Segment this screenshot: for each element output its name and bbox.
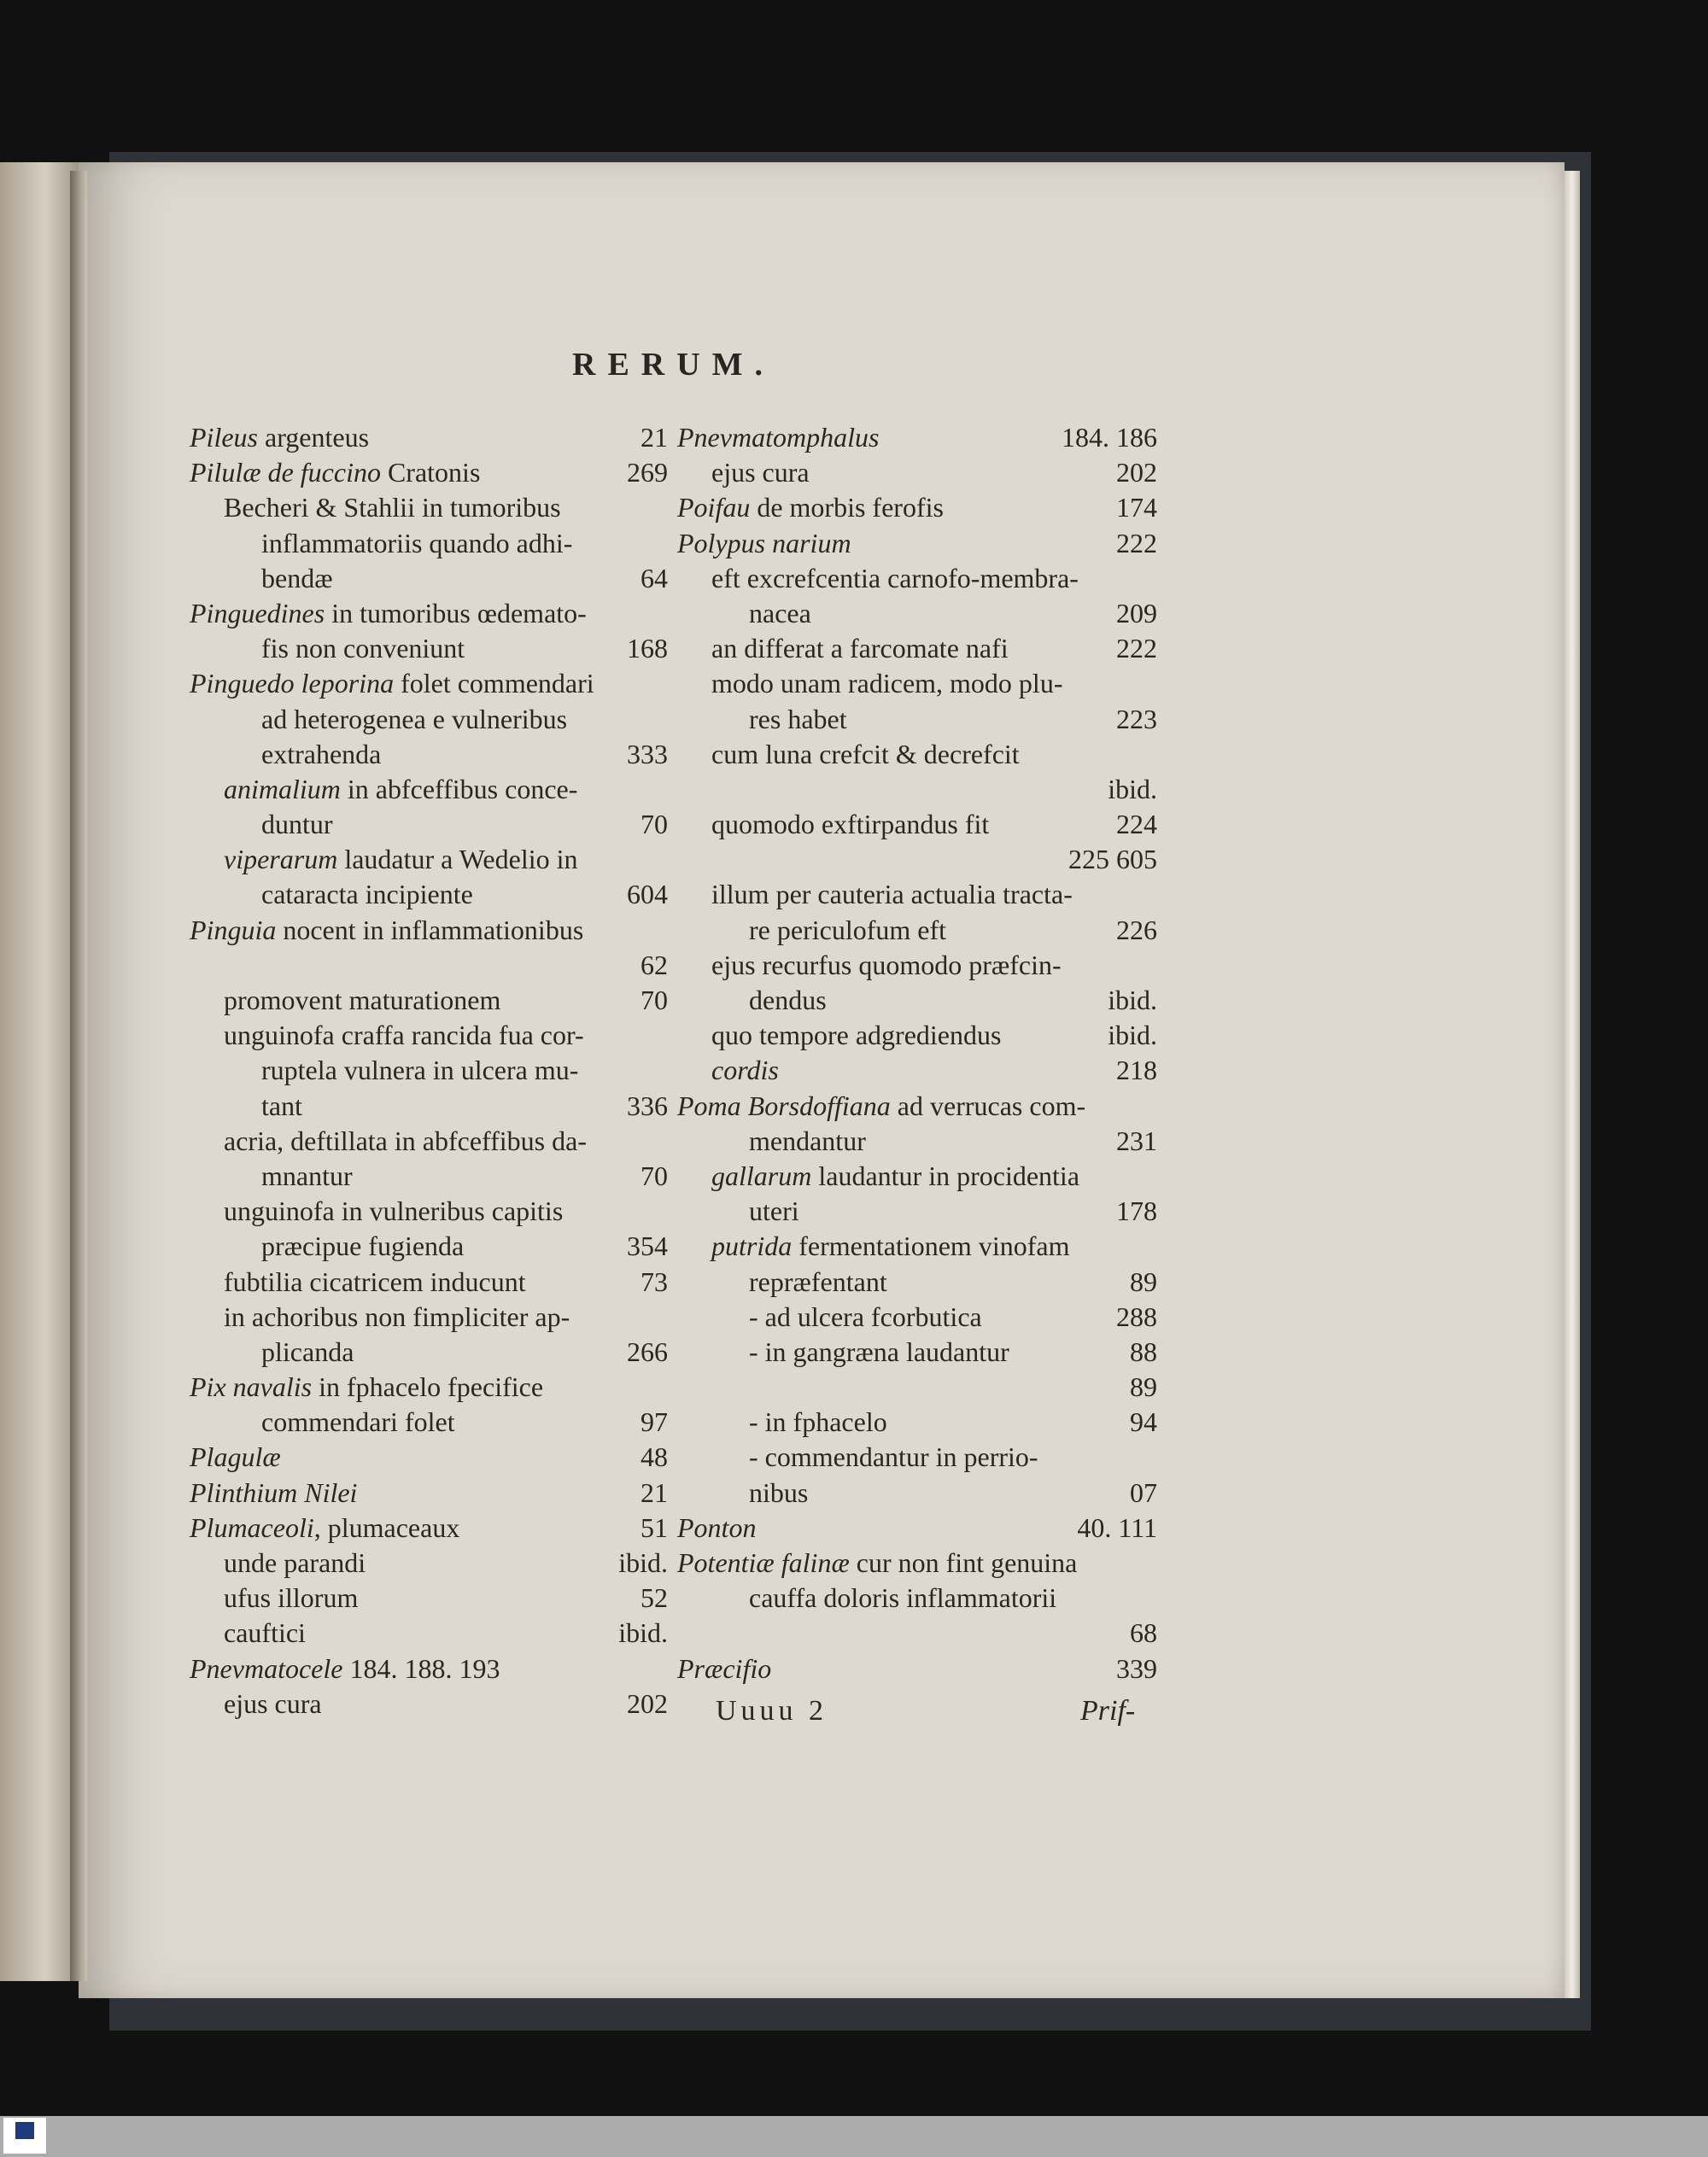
index-entry-text xyxy=(749,596,811,631)
page-reference: 70 xyxy=(640,985,668,1015)
index-entry xyxy=(190,1476,668,1511)
entry-headword: Pnevmatomphalus xyxy=(677,422,880,453)
entry-text-segment: plicanda xyxy=(261,1336,354,1367)
entry-headword: Præcifio xyxy=(677,1652,772,1684)
entry-headword: Pinguedines xyxy=(190,597,325,628)
entry-text-segment: mnantur xyxy=(261,1160,353,1191)
index-entry-text xyxy=(749,1300,982,1335)
index-entry xyxy=(190,1089,668,1124)
entry-text-segment: ejus recurfus quomodo præfcin- xyxy=(711,949,1062,980)
index-entry xyxy=(677,455,1157,490)
index-entry-text xyxy=(190,913,583,948)
index-entry-text xyxy=(749,1265,887,1300)
entry-text-segment: nibus xyxy=(749,1476,809,1508)
index-entry-text xyxy=(224,1300,570,1335)
index-entry xyxy=(190,1651,668,1686)
index-entry xyxy=(677,1089,1157,1124)
entry-headword: Pileus xyxy=(190,422,258,453)
page-stack-edge xyxy=(1565,171,1580,1998)
entry-text-segment: in fphacelo fpecifice xyxy=(312,1371,544,1403)
page-reference: 269 xyxy=(627,457,668,488)
entry-text-segment: fermentationem vinofam xyxy=(792,1230,1070,1262)
page-reference: 64 xyxy=(640,562,668,593)
entry-text-segment: 184. 188. 193 xyxy=(342,1652,500,1684)
index-entry-text xyxy=(261,1089,302,1124)
entry-text-segment: quo tempore adgrediendus xyxy=(711,1020,1002,1051)
entry-headword: Polypus narium xyxy=(677,527,851,558)
index-entry-text xyxy=(261,631,465,666)
index-entry xyxy=(677,1335,1157,1370)
entry-text-segment: repræfentant xyxy=(749,1266,887,1297)
index-entry xyxy=(190,455,668,490)
signature-mark: Uuuu 2 xyxy=(716,1695,828,1727)
entry-text-segment: in achoribus non fimpliciter ap- xyxy=(224,1301,570,1332)
page-reference: 97 xyxy=(640,1406,668,1438)
index-entry-text xyxy=(261,1229,464,1264)
page-reference: 40. 111 xyxy=(1077,1511,1157,1543)
index-entry-text xyxy=(711,1053,779,1088)
entry-text-segment: - in gangræna laudantur xyxy=(749,1336,1009,1367)
entry-text-segment: unguinofa in vulneribus capitis xyxy=(224,1195,564,1227)
page-reference: 225 605 xyxy=(1068,844,1157,875)
index-entry xyxy=(190,983,668,1018)
index-entry-text xyxy=(749,1440,1038,1475)
index-entry-text xyxy=(190,1440,281,1475)
page-reference: 222 xyxy=(1116,527,1157,558)
entry-text-segment: tant xyxy=(261,1090,302,1121)
entry-headword: animalium xyxy=(224,773,341,804)
index-entry xyxy=(190,420,668,455)
catchword: Prif- xyxy=(1080,1695,1136,1727)
page-reference: ibid. xyxy=(618,1617,668,1649)
entry-text-segment: argenteus xyxy=(257,422,370,453)
entry-text-segment: ejus cura xyxy=(711,457,810,488)
entry-text-segment: in tumoribus œdemato- xyxy=(325,597,587,628)
index-entry xyxy=(677,420,1157,455)
index-entry-text xyxy=(749,702,847,737)
page-reference: 202 xyxy=(627,1687,668,1719)
index-entry xyxy=(190,1405,668,1440)
book-spine xyxy=(70,171,87,1981)
index-entry-text xyxy=(749,1124,866,1159)
index-entry xyxy=(677,877,1157,912)
index-entry-text xyxy=(224,1018,584,1053)
index-entry-text xyxy=(261,1335,354,1370)
index-entry xyxy=(190,1300,668,1335)
index-entry xyxy=(190,1335,668,1370)
index-entry-text xyxy=(261,807,333,842)
entry-text-segment: ad heterogenea e vulneribus xyxy=(261,703,568,734)
page-reference: 89 xyxy=(1130,1266,1157,1297)
index-entry xyxy=(190,842,668,877)
page-reference: 174 xyxy=(1116,492,1157,523)
entry-headword: Pnevmatocele xyxy=(190,1652,343,1684)
entry-text-segment: cum luna crefcit & decrefcit xyxy=(711,738,1020,769)
entry-headword: Pinguia xyxy=(190,914,277,945)
index-entry xyxy=(677,1053,1157,1088)
page-reference: 07 xyxy=(1130,1476,1157,1508)
index-entry-text xyxy=(190,1370,543,1405)
entry-headword: Ponton xyxy=(677,1511,757,1543)
entry-text-segment: quomodo exftirpandus fit xyxy=(711,809,990,840)
index-entry-text xyxy=(224,1546,366,1581)
index-entry xyxy=(190,1194,668,1229)
entry-headword: Pinguedo leporina xyxy=(190,668,395,699)
index-entry xyxy=(190,1265,668,1300)
index-entry-text xyxy=(261,1405,455,1440)
entry-text-segment: an differat a farcomate nafi xyxy=(711,633,1009,664)
page-reference: 52 xyxy=(640,1582,668,1614)
index-entry xyxy=(190,526,668,561)
entry-text-segment: extrahenda xyxy=(261,738,382,769)
index-entry-text xyxy=(711,455,810,490)
index-entry-text xyxy=(677,1651,771,1686)
index-entry xyxy=(677,948,1157,983)
entry-text-segment: cur non fint genuina xyxy=(849,1547,1078,1578)
index-entry xyxy=(190,1159,668,1194)
index-entry-text xyxy=(711,807,989,842)
library-logo-icon xyxy=(15,2122,34,2139)
entry-text-segment: inflammatoriis quando adhi- xyxy=(261,527,573,558)
index-entry xyxy=(677,526,1157,561)
page-reference: 89 xyxy=(1130,1371,1157,1403)
index-entry-text xyxy=(261,526,572,561)
index-entry-text xyxy=(749,1405,887,1440)
entry-text-segment: cauftici xyxy=(224,1617,306,1649)
entry-text-segment: eft excrefcentia carnofo-membra- xyxy=(711,562,1079,593)
entry-headword: Potentiæ falinæ xyxy=(677,1547,850,1578)
index-entry-text xyxy=(749,913,946,948)
entry-text-segment: nacea xyxy=(749,597,811,628)
index-entry-text xyxy=(224,772,577,807)
entry-text-segment: - ad ulcera fcorbutica xyxy=(749,1301,982,1332)
entry-text-segment: ad verrucas com- xyxy=(890,1090,1086,1121)
index-entry xyxy=(677,490,1157,525)
index-entry-text xyxy=(711,1159,1079,1194)
entry-text-segment: ejus cura xyxy=(224,1687,322,1719)
index-entry xyxy=(677,842,1157,877)
entry-text-segment: laudantur in procidentia xyxy=(811,1160,1080,1191)
index-entry-text xyxy=(261,737,381,772)
entry-text-segment: uteri xyxy=(749,1195,799,1227)
index-entry xyxy=(677,1370,1157,1405)
index-entry-text xyxy=(261,1159,353,1194)
index-entry xyxy=(677,1511,1157,1546)
index-entry-text xyxy=(190,1476,357,1511)
index-entry xyxy=(677,631,1157,666)
index-entry xyxy=(677,702,1157,737)
entry-headword: Plagulæ xyxy=(190,1441,281,1473)
index-entry xyxy=(677,1159,1157,1194)
entry-text-segment: folet commendari xyxy=(394,668,594,699)
entry-text-segment: res habet xyxy=(749,703,847,734)
entry-headword: putrida xyxy=(711,1230,793,1262)
page-reference: 224 xyxy=(1116,809,1157,840)
index-entry-text xyxy=(711,631,1009,666)
page-reference: 336 xyxy=(627,1090,668,1121)
index-entry-text xyxy=(749,1335,1009,1370)
index-entry xyxy=(190,631,668,666)
page-reference: 226 xyxy=(1116,914,1157,945)
entry-text-segment: laudatur a Wedelio in xyxy=(337,844,578,875)
index-entry-text xyxy=(711,561,1079,596)
index-column-left xyxy=(190,420,668,1722)
entry-text-segment: nocent in inflammationibus xyxy=(276,914,584,945)
index-entry-text xyxy=(749,983,827,1018)
index-entry-text xyxy=(190,666,594,701)
index-entry-text xyxy=(224,490,561,525)
index-entry-text xyxy=(711,1229,1069,1264)
page-reference: 209 xyxy=(1116,597,1157,628)
index-entry xyxy=(190,1511,668,1546)
entry-text-segment: unde parandi xyxy=(224,1547,366,1578)
index-entry xyxy=(677,561,1157,596)
entry-text-segment: de morbis ferofis xyxy=(750,492,944,523)
index-entry xyxy=(190,1229,668,1264)
entry-text-segment: commendari folet xyxy=(261,1406,455,1438)
page-reference: 333 xyxy=(627,738,668,769)
entry-text-segment: Becheri & Stahlii in tumoribus xyxy=(224,492,561,523)
entry-text-segment: ruptela vulnera in ulcera mu- xyxy=(261,1055,579,1086)
entry-headword: viperarum xyxy=(224,844,338,875)
index-entry xyxy=(677,1440,1157,1475)
entry-text-segment: duntur xyxy=(261,809,333,840)
entry-text-segment: modo unam radicem, modo plu- xyxy=(711,668,1063,699)
index-entry xyxy=(190,772,668,807)
page-reference: 202 xyxy=(1116,457,1157,488)
index-entry-text xyxy=(711,948,1062,983)
page-reference: 73 xyxy=(640,1266,668,1297)
index-entry-text xyxy=(224,842,578,877)
page-reference: 68 xyxy=(1130,1617,1157,1649)
entry-text-segment: bendæ xyxy=(261,562,333,593)
entry-text-segment: dendus xyxy=(749,985,827,1015)
index-entry xyxy=(677,1476,1157,1511)
index-entry xyxy=(677,1405,1157,1440)
index-entry-text xyxy=(711,1018,1001,1053)
index-entry-text xyxy=(224,1124,587,1159)
index-entry-text xyxy=(190,420,369,455)
page-reference: 94 xyxy=(1130,1406,1157,1438)
index-entry-text xyxy=(711,666,1062,701)
index-entry xyxy=(190,1124,668,1159)
index-entry xyxy=(190,1053,668,1088)
entry-text-segment: mendantur xyxy=(749,1125,866,1156)
page-reference: 184. 186 xyxy=(1062,422,1157,453)
index-entry xyxy=(677,772,1157,807)
entry-text-segment: promovent maturationem xyxy=(224,985,501,1015)
index-entry-text xyxy=(190,1511,459,1546)
page-reference: 88 xyxy=(1130,1336,1157,1367)
entry-text-segment: fis non conveniunt xyxy=(261,633,465,664)
entry-headword: Poifau xyxy=(677,492,751,523)
page-reference: 51 xyxy=(640,1511,668,1543)
index-entry-text xyxy=(677,1511,756,1546)
entry-text-segment: fubtilia cicatricem inducunt xyxy=(224,1266,526,1297)
index-entry-text xyxy=(261,877,473,912)
index-entry-text xyxy=(677,420,879,455)
viewer-bottom-bar xyxy=(0,2116,1708,2157)
index-entry-text xyxy=(749,1476,808,1511)
entry-text-segment: cauffa doloris inflammatorii xyxy=(749,1582,1057,1614)
index-entry xyxy=(677,596,1157,631)
entry-headword: Plumaceoli xyxy=(190,1511,314,1543)
entry-text-segment: illum per cauteria actualia tracta- xyxy=(711,879,1073,910)
page-reference: 168 xyxy=(627,633,668,664)
entry-headword: Pilulæ de fuccino xyxy=(190,457,381,488)
index-entry-text xyxy=(224,1686,322,1722)
page-reference: 62 xyxy=(640,949,668,980)
page-reference: ibid. xyxy=(1108,773,1157,804)
entry-text-segment: - in fphacelo xyxy=(749,1406,887,1438)
entry-headword: Pix navalis xyxy=(190,1371,313,1403)
entry-headword: Plinthium Nilei xyxy=(190,1476,358,1508)
entry-headword: cordis xyxy=(711,1055,779,1086)
index-entry xyxy=(190,1616,668,1651)
index-entry xyxy=(190,913,668,948)
index-entry xyxy=(677,1229,1157,1264)
index-entry xyxy=(677,737,1157,772)
index-entry xyxy=(190,1581,668,1616)
index-entry xyxy=(677,913,1157,948)
index-entry xyxy=(190,1686,668,1722)
page-reference: 339 xyxy=(1116,1652,1157,1684)
index-entry xyxy=(677,1194,1157,1229)
index-entry xyxy=(677,983,1157,1018)
index-entry-text xyxy=(711,737,1020,772)
page-reference: 21 xyxy=(640,1476,668,1508)
entry-text-segment: Cratonis xyxy=(380,457,481,488)
index-entry xyxy=(677,1581,1157,1616)
index-entry xyxy=(677,666,1157,701)
entry-headword: Poma Borsdoffiana xyxy=(677,1090,891,1121)
index-entry xyxy=(190,1370,668,1405)
page-reference: 48 xyxy=(640,1441,668,1473)
entry-text-segment: re periculofum eft xyxy=(749,914,946,945)
page-reference: 288 xyxy=(1116,1301,1157,1332)
index-entry xyxy=(190,1018,668,1053)
entry-text-segment: , plumaceaux xyxy=(313,1511,460,1543)
page-reference: 70 xyxy=(640,1160,668,1191)
index-entry xyxy=(190,561,668,596)
index-entry xyxy=(190,702,668,737)
index-entry-text xyxy=(749,1581,1056,1616)
index-entry-text xyxy=(224,983,500,1018)
index-entry-text xyxy=(190,455,480,490)
index-entry xyxy=(190,596,668,631)
index-entry-text xyxy=(224,1616,306,1651)
index-entry-text xyxy=(261,702,567,737)
index-entry xyxy=(677,807,1157,842)
index-entry xyxy=(190,807,668,842)
page-reference: 231 xyxy=(1116,1125,1157,1156)
index-entry xyxy=(677,1651,1157,1686)
page-reference: ibid. xyxy=(1108,1020,1157,1051)
index-entry-text xyxy=(224,1194,563,1229)
page-reference: 354 xyxy=(627,1230,668,1262)
index-entry xyxy=(190,1546,668,1581)
page-reference: 604 xyxy=(627,879,668,910)
index-entry xyxy=(190,490,668,525)
entry-text-segment: unguinofa craffa rancida fua cor- xyxy=(224,1020,584,1051)
index-entry-text xyxy=(677,490,944,525)
entry-text-segment: cataracta incipiente xyxy=(261,879,473,910)
page-reference: 218 xyxy=(1116,1055,1157,1086)
index-entry-text xyxy=(261,561,333,596)
index-entry-text xyxy=(677,526,851,561)
page-reference: 266 xyxy=(627,1336,668,1367)
page-reference: ibid. xyxy=(1108,985,1157,1015)
index-entry xyxy=(677,1265,1157,1300)
index-column-right xyxy=(677,420,1157,1686)
entry-text-segment: ufus illorum xyxy=(224,1582,359,1614)
index-entry-text xyxy=(224,1265,526,1300)
index-entry xyxy=(677,1616,1157,1651)
entry-headword: gallarum xyxy=(711,1160,812,1191)
index-entry-text xyxy=(224,1581,358,1616)
index-entry xyxy=(190,737,668,772)
index-entry xyxy=(677,1018,1157,1053)
index-entry xyxy=(677,1124,1157,1159)
index-entry xyxy=(677,1300,1157,1335)
index-entry-text xyxy=(261,1053,578,1088)
index-entry-text xyxy=(749,1194,799,1229)
entry-text-segment: præcipue fugienda xyxy=(261,1230,465,1262)
index-entry xyxy=(677,1546,1157,1581)
page-reference: ibid. xyxy=(618,1547,668,1578)
index-entry-text xyxy=(711,877,1073,912)
entry-text-segment: acria, deftillata in abfceffibus da- xyxy=(224,1125,587,1156)
index-entry-text xyxy=(190,1651,500,1686)
running-head: RERUM. xyxy=(572,347,775,383)
index-entry-text xyxy=(677,1546,1077,1581)
entry-text-segment: - commendantur in perrio- xyxy=(749,1441,1038,1473)
index-entry xyxy=(190,666,668,701)
page-reference: 70 xyxy=(640,809,668,840)
entry-text-segment: in abfceffibus conce- xyxy=(340,773,578,804)
page-reference: 178 xyxy=(1116,1195,1157,1227)
index-entry-text xyxy=(190,596,587,631)
page-reference: 222 xyxy=(1116,633,1157,664)
page-reference: 21 xyxy=(640,422,668,453)
page-reference: 223 xyxy=(1116,703,1157,734)
index-entry xyxy=(190,877,668,912)
index-entry-text xyxy=(677,1089,1085,1124)
index-entry xyxy=(190,948,668,983)
adjacent-page-edge xyxy=(0,162,81,1981)
index-entry xyxy=(190,1440,668,1475)
